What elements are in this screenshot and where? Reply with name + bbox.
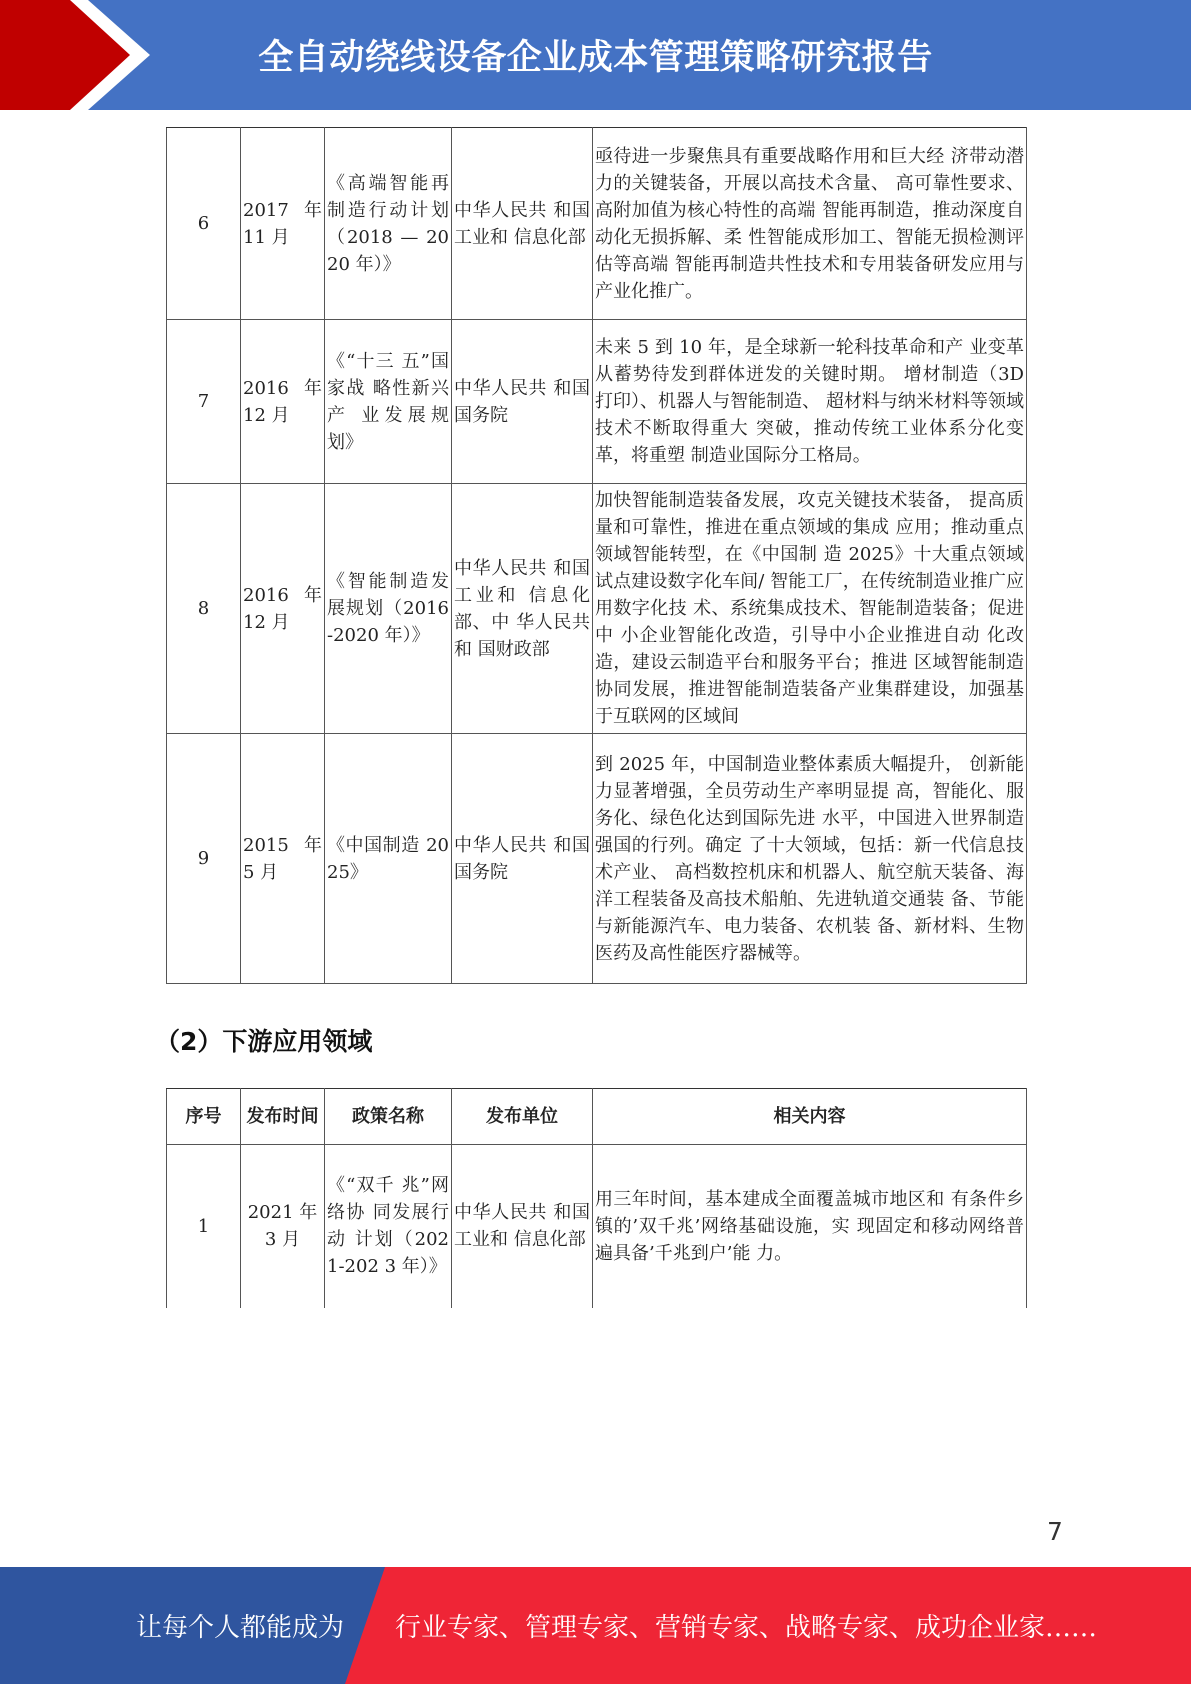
section-title: （2）下游应用领域	[155, 1027, 373, 1056]
publisher: 中华人民共 和国工业和 信息化部	[452, 128, 593, 320]
table-row	[167, 128, 1027, 320]
policy-name: 《智能制造发展规划（2016-2020 年）》	[325, 484, 452, 734]
release-date: 2017 年 11 月	[241, 128, 325, 320]
header-date: 发布时间	[241, 1089, 325, 1145]
row-number: 9	[167, 734, 241, 984]
row-number: 7	[167, 320, 241, 484]
table-row	[167, 1145, 1027, 1308]
table-row	[167, 734, 1027, 984]
header-number: 序号	[167, 1089, 241, 1145]
footer-slogan-right: 行业专家、管理专家、营销专家、战略专家、成功企业家……	[395, 1613, 1098, 1643]
table-row	[167, 484, 1027, 734]
header-publisher: 发布单位	[452, 1089, 593, 1145]
related-content: 到 2025 年，中国制造业整体素质大幅提升， 创新能力显著增强，全员劳动生产率明显提 高，智能化、服务化、绿色化达到国际先进 水平，中国进入世界制造强国的行列。确定 了十大领域，包括：新一代信息技术产业、 高档数控机床和机器人、航空航天装备、海 洋工程装备及高技术船舶、先进轨道交通装 备、节能与新能源汽车、电力装备、农机装 备、新材料、生物医药及高性能医疗器械等。	[593, 734, 1027, 984]
row-number: 8	[167, 484, 241, 734]
table-header-row	[167, 1089, 1027, 1145]
row-number: 6	[167, 128, 241, 320]
header-content: 相关内容	[593, 1089, 1027, 1145]
header-policy-name: 政策名称	[325, 1089, 452, 1145]
table-row	[167, 320, 1027, 484]
policy-table-downstream	[166, 1088, 1027, 1308]
publisher: 中华人民共 和国国务院	[452, 734, 593, 984]
policy-name: 《“十三 五”国家战 略性新兴产 业发展规 划》	[325, 320, 452, 484]
release-date: 2015 年 5 月	[241, 734, 325, 984]
policy-name: 《中国制造 2025》	[325, 734, 452, 984]
publisher: 中华人民共 和国工业和 信息化部、中 华人民共和 国财政部	[452, 484, 593, 734]
release-date: 2021 年 3 月	[241, 1145, 325, 1308]
footer-slogan-left: 让每个人都能成为	[135, 1613, 344, 1643]
page-footer	[0, 1567, 1191, 1684]
release-date: 2016 年 12 月	[241, 484, 325, 734]
policy-table-continued	[166, 127, 1027, 984]
release-date: 2016 年 12 月	[241, 320, 325, 484]
row-number: 1	[167, 1145, 241, 1308]
publisher: 中华人民共 和国工业和 信息化部	[452, 1145, 593, 1308]
related-content: 用三年时间，基本建成全面覆盖城市地区和 有条件乡镇的’双千兆’网络基础设施，实 现固定和移动网络普遍具备’千兆到户’能 力。	[593, 1145, 1027, 1308]
report-title: 全自动绕线设备企业成本管理策略研究报告	[258, 38, 933, 78]
page-header	[0, 0, 1191, 110]
page-number: 7	[1047, 1517, 1063, 1546]
publisher: 中华人民共 和国国务院	[452, 320, 593, 484]
related-content: 加快智能制造装备发展，攻克关键技术装备， 提高质量和可靠性，推进在重点领域的集成 应用；推动重点领域智能转型，在《中国制 造 2025》十大重点领域试点建设数字化车间/ 智能工厂，在传统制造业推广应用数字化技 术、系统集成技术、智能制造装备；促进中 小企业智能化改造，引导中小企业推进自动 化改造，建设云制造平台和服务平台；推进 区域智能制造协同发展，推进智能制造装备产业集群建设，加强基于互联网的区域间	[593, 484, 1027, 734]
related-content: 未来 5 到 10 年，是全球新一轮科技革命和产 业变革从蓄势待发到群体迸发的关键时期。 增材制造（3D 打印）、机器人与智能制造、 超材料与纳米材料等领域技术不断取得重大 突破，推动传统工业体系分化变革，将重塑 制造业国际分工格局。	[593, 320, 1027, 484]
related-content: 亟待进一步聚焦具有重要战略作用和巨大经 济带动潜力的关键装备，开展以高技术含量、 高可靠性要求、高附加值为核心特性的高端 智能再制造，推动深度自动化无损拆解、柔 性智能成形加工、智能无损检测评估等高端 智能再制造共性技术和专用装备研发应用与 产业化推广。	[593, 128, 1027, 320]
policy-name: 《“双千 兆”网络协 同发展行动 计划（2021-202 3 年）》	[325, 1145, 452, 1308]
header-red-arrow-icon	[0, 0, 140, 110]
policy-name: 《高端智能再制造行动计划（2018 — 2020 年）》	[325, 128, 452, 320]
